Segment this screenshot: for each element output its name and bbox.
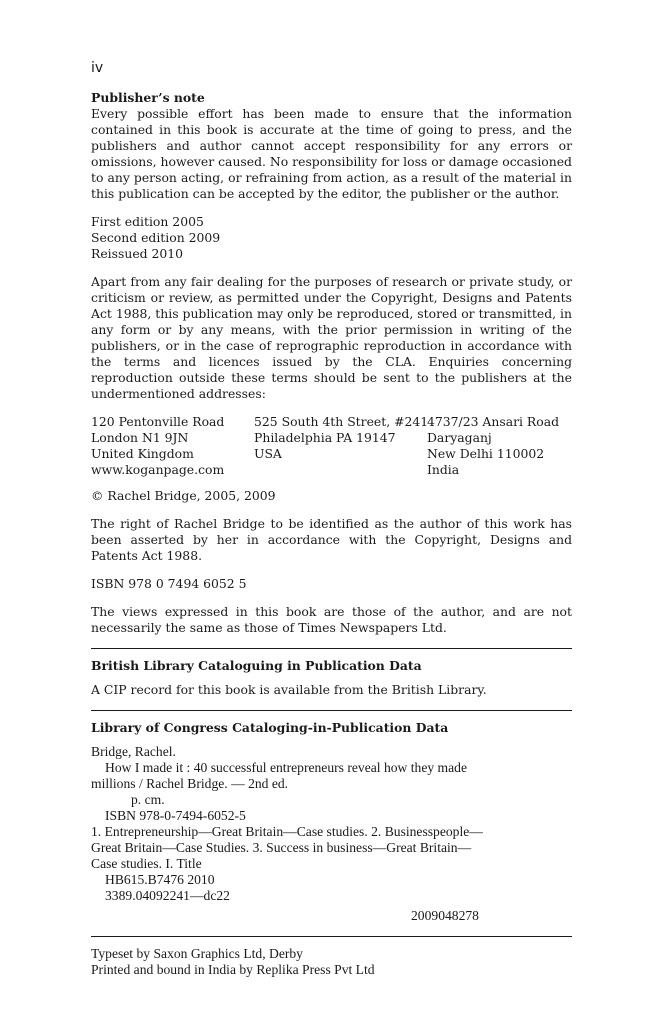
address-line: 525 South 4th Street, #241 bbox=[254, 414, 429, 429]
disclaimer: The views expressed in this book are those of the author, and are not necessarily the same as those of Times Newspapers Ltd. bbox=[91, 604, 572, 635]
loc-isbn: ISBN 978-0-7494-6052-5 bbox=[105, 808, 246, 823]
divider bbox=[91, 710, 572, 711]
loc-heading: Library of Congress Cataloging-in-Publication Data bbox=[91, 720, 449, 735]
copyright-notice: Apart from any fair dealing for the purposes of research or private study, or criticism or review, as permitted under the Copyright, Designs and Patents Act 1988, this publication may only be reproduced, stored or transmitted, in any form or by any means, with the prior permission in writing of the publishers, or in the case of reprographic reproduction in accordance with the terms and licences issued by the CLA. Enquiries concerning reproduction outside these terms should be sent to the publishers at the undermentioned addresses: bbox=[91, 274, 572, 401]
address-uk bbox=[91, 414, 254, 478]
edition-history bbox=[91, 214, 572, 262]
address-line: Philadelphia PA 19147 bbox=[254, 430, 396, 445]
edition-line: First edition 2005 bbox=[91, 214, 204, 229]
address-india bbox=[427, 414, 572, 478]
loc-subjects-line: Case studies. I. Title bbox=[91, 856, 202, 871]
loc-dewey: 3389.04092241—dc22 bbox=[105, 888, 230, 903]
address-line: USA bbox=[254, 446, 282, 461]
british-library-heading: British Library Cataloguing in Publication Data bbox=[91, 658, 422, 673]
loc-call-number: HB615.B7476 2010 bbox=[105, 872, 215, 887]
address-line: www.koganpage.com bbox=[91, 462, 225, 477]
loc-pages: p. cm. bbox=[131, 792, 165, 807]
address-line: United Kingdom bbox=[91, 446, 194, 461]
address-line: New Delhi 110002 bbox=[427, 446, 545, 461]
loc-subjects-line: Great Britain—Case Studies. 3. Success in business—Great Britain— bbox=[91, 840, 472, 855]
edition-line: Reissued 2010 bbox=[91, 246, 184, 261]
loc-control-number: 2009048278 bbox=[411, 908, 479, 923]
address-usa bbox=[254, 414, 427, 478]
address-line: London N1 9JN bbox=[91, 430, 189, 445]
address-line: India bbox=[427, 462, 460, 477]
page-number: iv bbox=[91, 60, 104, 76]
loc-title-line: millions / Rachel Bridge. — 2nd ed. bbox=[91, 776, 289, 791]
publishers-note-heading: Publisher’s note bbox=[91, 90, 205, 105]
publishers-note-body: Every possible effort has been made to ensure that the information contained in this book is accurate at the time of going to press, and the publishers and author cannot accept responsibility for any errors or omissions, however caused. No responsibility for loss or damage occasioned to any person acting, or refraining from action, as a result of the material in this publication can be accepted by the editor, the publisher or the author. bbox=[91, 106, 572, 201]
loc-record bbox=[91, 744, 572, 924]
address-line: 4737/23 Ansari Road bbox=[427, 414, 560, 429]
british-library-body: A CIP record for this book is available from the British Library. bbox=[91, 682, 487, 697]
printer-credit: Printed and bound in India by Replika Press Pvt Ltd bbox=[91, 962, 375, 977]
copyright-page bbox=[91, 60, 572, 978]
loc-subjects-line: 1. Entrepreneurship—Great Britain—Case studies. 2. Businesspeople— bbox=[91, 824, 483, 839]
loc-title-line: How I made it : 40 successful entrepreneurs reveal how they made bbox=[105, 760, 467, 775]
copyright-line: © Rachel Bridge, 2005, 2009 bbox=[91, 488, 276, 503]
address-line: 120 Pentonville Road bbox=[91, 414, 225, 429]
edition-line: Second edition 2009 bbox=[91, 230, 221, 245]
divider bbox=[91, 936, 572, 937]
loc-author: Bridge, Rachel. bbox=[91, 744, 176, 759]
publisher-addresses bbox=[91, 414, 572, 478]
isbn: ISBN 978 0 7494 6052 5 bbox=[91, 576, 247, 591]
address-line: Daryaganj bbox=[427, 430, 492, 445]
typeset-credit: Typeset by Saxon Graphics Ltd, Derby bbox=[91, 946, 303, 961]
divider bbox=[91, 648, 572, 649]
moral-rights-statement: The right of Rachel Bridge to be identified as the author of this work has been asserted by her in accordance with the Copyright, Designs and Patents Act 1988. bbox=[91, 516, 572, 563]
